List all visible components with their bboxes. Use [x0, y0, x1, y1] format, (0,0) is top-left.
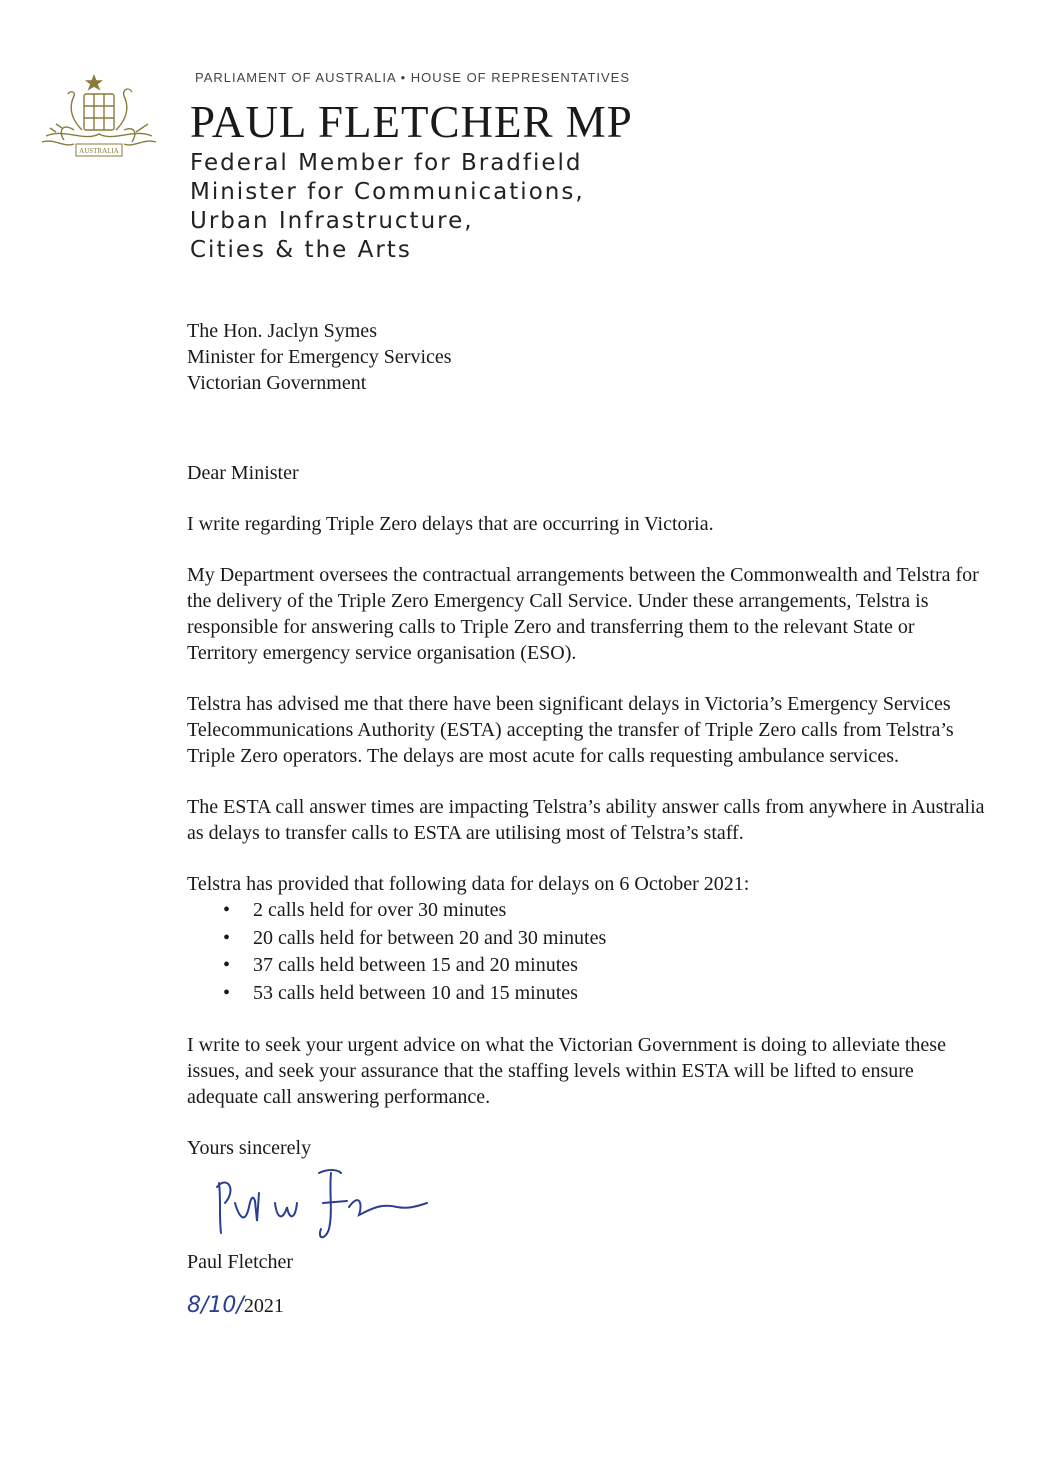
- bullet-icon: •: [223, 954, 231, 976]
- handwritten-date: 8/10/: [187, 1293, 244, 1318]
- data-intro: Telstra has provided that following data for delays on 6 October 2021:: [187, 873, 750, 895]
- list-item: [187, 897, 987, 925]
- parliament-header: PARLIAMENT OF AUSTRALIA • HOUSE OF REPRESENTATIVES: [195, 70, 631, 85]
- addressee-government: Victorian Government: [187, 372, 367, 394]
- letter-date: [187, 1293, 987, 1319]
- role-line: Cities & the Arts: [190, 237, 412, 263]
- closing-paragraph: I write to seek your urgent advice on what the Victorian Government is doing to alleviate these issues, and seek your assurance that the staffing levels within ESTA will be lifted to ensure adequate call answering performance.: [187, 1034, 946, 1108]
- bullet-icon: •: [223, 981, 231, 1004]
- coat-of-arms-icon: [34, 70, 164, 170]
- list-item: [187, 980, 987, 1008]
- list-item-text: 37 calls held between 15 and 20 minutes: [253, 954, 578, 976]
- salutation: Dear Minister: [187, 462, 299, 484]
- member-roles: [190, 149, 585, 265]
- member-name: PAUL FLETCHER MP: [190, 97, 633, 147]
- body-paragraph: My Department oversees the contractual arrangements between the Commonwealth and Telstra for the delivery of the Triple Zero Emergency Call Service. Under these arrangements, Telstra is responsible for answering calls to Triple Zero and transferring them to the relevant State or Territory emergency service organisation (ESO).: [187, 564, 979, 664]
- bullet-icon: •: [223, 926, 231, 949]
- list-item: [187, 952, 987, 980]
- body-paragraph: The ESTA call answer times are impacting Telstra’s ability answer calls from anywhere in Australia as delays to transfer calls to ESTA are utilising most of Telstra’s staff.: [187, 796, 985, 844]
- bullet-icon: •: [223, 899, 231, 921]
- signature-icon: [201, 1163, 441, 1245]
- list-item-text: 53 calls held between 10 and 15 minutes: [253, 981, 578, 1004]
- list-item-text: 20 calls held for between 20 and 30 minutes: [253, 926, 607, 949]
- sign-off: Yours sincerely: [187, 1137, 312, 1159]
- delay-data-list: [187, 897, 987, 1007]
- addressee-title: Minister for Emergency Services: [187, 346, 452, 368]
- date-year: 2021: [243, 1295, 284, 1317]
- role-line: Federal Member for Bradfield: [190, 150, 583, 176]
- role-line: Urban Infrastructure,: [190, 208, 474, 234]
- list-item-text: 2 calls held for over 30 minutes: [253, 899, 507, 921]
- crest-label: AUSTRALIA: [79, 147, 119, 155]
- list-item: [187, 925, 987, 953]
- letter-body: [187, 460, 987, 1319]
- role-line: Minister for Communications,: [190, 179, 585, 205]
- addressee-block: [187, 318, 452, 396]
- addressee-name: The Hon. Jaclyn Symes: [187, 320, 377, 342]
- body-paragraph: I write regarding Triple Zero delays that are occurring in Victoria.: [187, 513, 714, 535]
- signer-name: Paul Fletcher: [187, 1251, 294, 1273]
- body-paragraph: Telstra has advised me that there have been significant delays in Victoria’s Emergency Services Telecommunications Authority (ESTA) accepting the transfer of Triple Zero calls from Telstra’s Triple Zero operators. The delays are most acute for calls requesting ambulance services.: [187, 693, 954, 767]
